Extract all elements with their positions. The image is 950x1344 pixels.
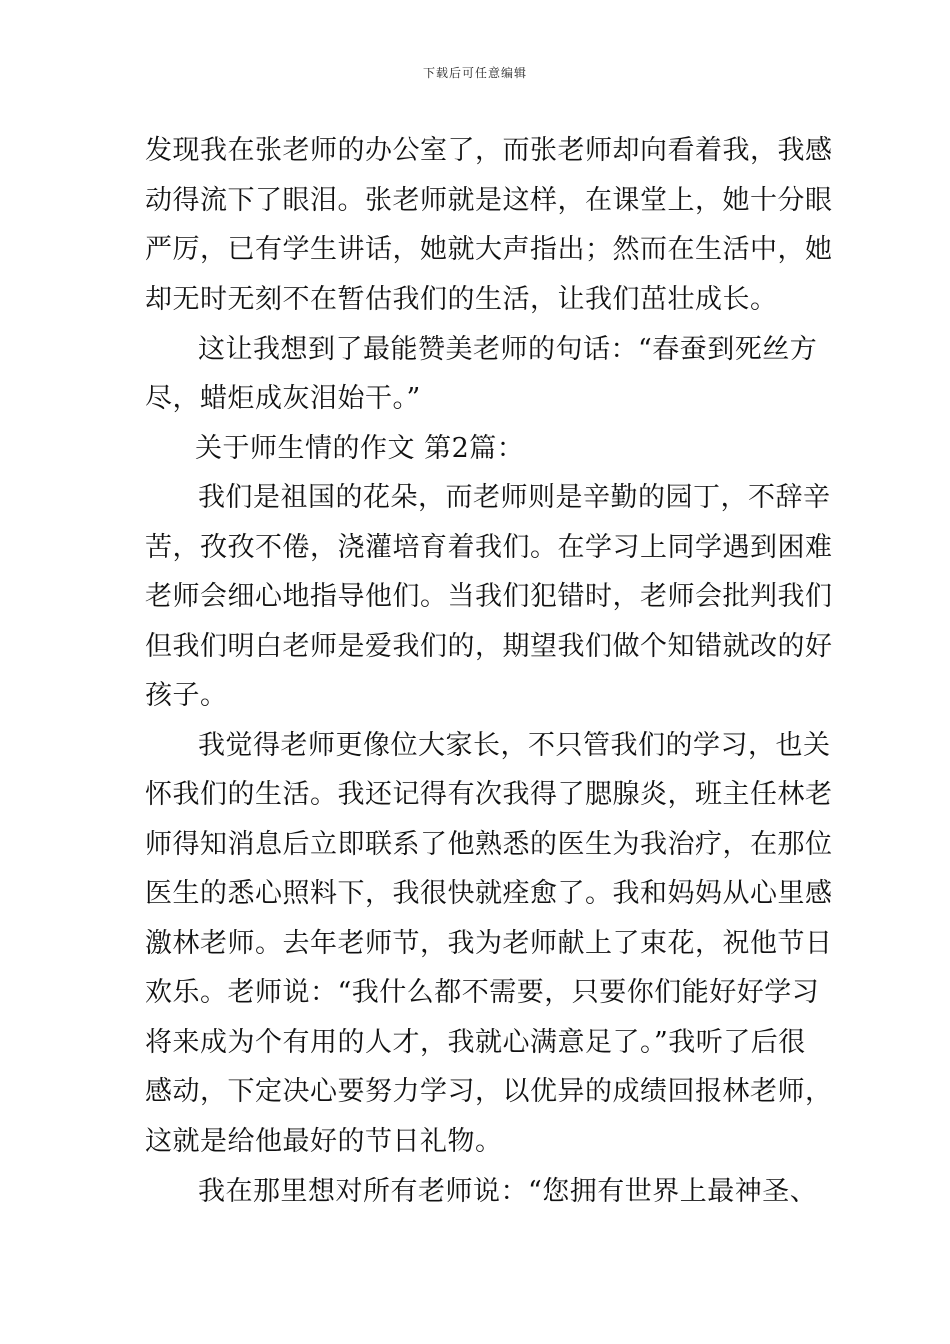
text-line: 严厉，已有学生讲话，她就大声指出；然而在生活中，她 bbox=[145, 234, 833, 265]
text-line: 却无时无刻不在暂估我们的生活，让我们茁壮成长。 bbox=[145, 284, 778, 315]
text-line: 老师会细心地指导他们。当我们犯错时，老师会批判我们 bbox=[145, 581, 833, 612]
text-line: 我觉得老师更像位大家长，不只管我们的学习，也关 bbox=[198, 730, 831, 761]
text-line: 师得知消息后立即联系了他熟悉的医生为我治疗，在那位 bbox=[145, 829, 833, 860]
text-line: 苦，孜孜不倦，浇灌培育着我们。在学习上同学遇到困难 bbox=[145, 532, 833, 563]
text-line: 将来成为个有用的人才，我就心满意足了。”我听了后很 bbox=[145, 1027, 806, 1058]
text-line: 动得流下了眼泪。张老师就是这样，在课堂上，她十分眼 bbox=[145, 185, 833, 216]
text-line: 但我们明白老师是爱我们的，期望我们做个知错就改的好 bbox=[145, 631, 833, 662]
text-line: 尽，蜡炬成灰泪始干。” bbox=[145, 383, 421, 414]
text-line: 这让我想到了最能赞美老师的句话：“春蚕到死丝方 bbox=[198, 334, 818, 365]
text-line: 这就是给他最好的节日礼物。 bbox=[145, 1126, 503, 1157]
text-line: 孩子。 bbox=[145, 680, 228, 711]
text-line: 激林老师。去年老师节，我为老师献上了束花，祝他节日 bbox=[145, 928, 833, 959]
section-heading: 关于师生情的作文 第2篇： bbox=[195, 433, 525, 464]
text-line: 怀我们的生活。我还记得有次我得了腮腺炎，班主任林老 bbox=[145, 779, 833, 810]
text-line: 我在那里想对所有老师说：“您拥有世界上最神圣、 bbox=[198, 1176, 818, 1207]
text-line: 感动，下定决心要努力学习，以优异的成绩回报林老师， bbox=[145, 1076, 833, 1107]
text-line: 我们是祖国的花朵，而老师则是辛勤的园丁，不辞辛 bbox=[198, 482, 831, 513]
text-line: 医生的悉心照料下，我很快就痊愈了。我和妈妈从心里感 bbox=[145, 878, 833, 909]
page-header-note: 下载后可任意编辑 bbox=[422, 66, 527, 80]
text-line: 欢乐。老师说：“我什么都不需要，只要你们能好好学习 bbox=[145, 977, 820, 1008]
text-line: 发现我在张老师的办公室了，而张老师却向看着我，我感 bbox=[145, 135, 833, 166]
